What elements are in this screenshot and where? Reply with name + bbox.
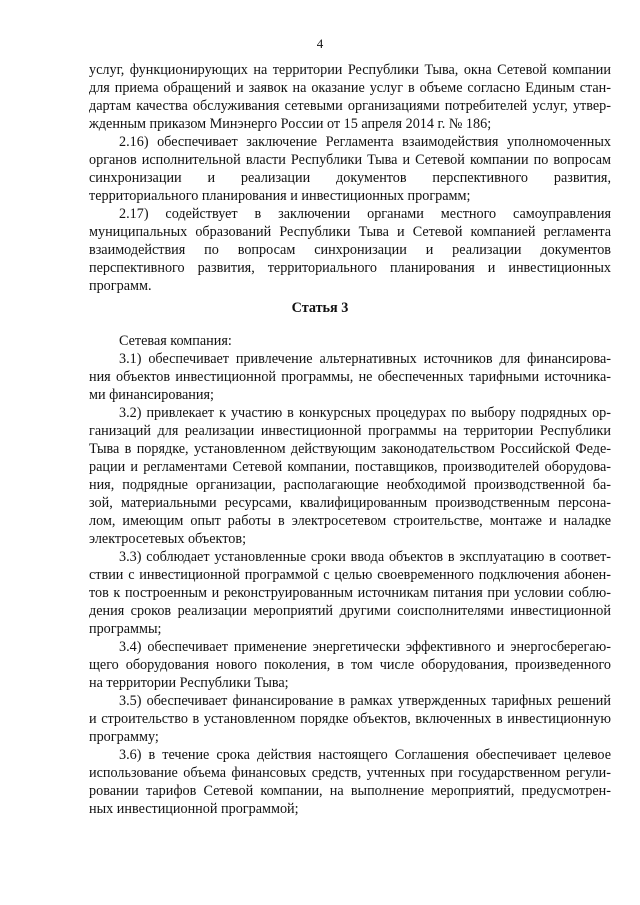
text-line: муниципальных образований Республики Тыва и Сетевой компанией регламента [89,224,611,240]
text-line: ганизаций для реализации инвестиционной программы на территории Республики [89,423,611,439]
paragraph-3-1-start: 3.1) обеспечивает привлечение альтернативных источников для финансирова- [119,351,611,367]
text-line: тов к построенным и реконструированным источникам питания при условии соблю- [89,585,611,601]
text-line: для приема обращений и заявок на оказание услуг в объеме согласно Единым стан- [89,80,611,96]
text-line: лом, имеющим опыт работы в электросетевом строительстве, монтаже и наладке [89,513,611,529]
paragraph-3-2-start: 3.2) привлекает к участию в конкурсных процедурах по выбору подрядных ор- [119,405,611,421]
text-line: дения сроков реализации мероприятий другими соисполнителями инвестиционной [89,603,611,619]
text-line: перспективного развития, территориального планирования и инвестиционных [89,260,611,276]
text-line: электросетевых объектов; [89,531,247,547]
text-line: территориального планирования и инвестиционных программ; [89,188,471,204]
paragraph-2-16-start: 2.16) обеспечивает заключение Регламента взаимодействия уполномоченных [119,134,611,150]
text-line: ствии с инвестиционной программой с целью своевременного подключения абонен- [89,567,611,583]
text-line: программ. [89,278,152,294]
paragraph-3-6-start: 3.6) в течение срока действия настоящего Соглашения обеспечивает целевое [119,747,611,763]
text-line: щего оборудования нового поколения, в том числе оборудования, произведенного [89,657,611,673]
text-line: программы; [89,621,162,637]
text-line: ния объектов инвестиционной программы, не обеспеченных тарифными источника- [89,369,611,385]
text-line: услуг, функционирующих на территории Республики Тыва, окна Сетевой компании [89,62,611,78]
text-line: дартам качества обслуживания сетевыми организациями потребителей услуг, утвер- [89,98,611,114]
text-line: синхронизации и реализации документов перспективного развития, [89,170,611,186]
text-line: жденным приказом Минэнерго России от 15 апреля 2014 г. № 186; [89,116,492,132]
text-line: программу; [89,729,159,745]
text-line: использование объема финансовых средств, учтенных при государственном регули- [89,765,611,781]
paragraph-3-3-start: 3.3) соблюдает установленные сроки ввода объектов в эксплуатацию в соответ- [119,549,611,565]
article-heading: Статья 3 [291,300,349,316]
paragraph-3-4-start: 3.4) обеспечивает применение энергетически эффективного и энергосберегаю- [119,639,611,655]
paragraph-3-5-start: 3.5) обеспечивает финансирование в рамках утвержденных тарифных решений [119,693,611,709]
text-line: ровании тарифов Сетевой компании, на выполнение мероприятий, предусмотрен- [89,783,611,799]
text-line: и строительство в установленном порядке объектов, включенных в инвестиционную [89,711,611,727]
text-line: на территории Республики Тыва; [89,675,289,691]
text-line: Тыва в порядке, установленном действующим законодательством Российской Феде- [89,441,611,457]
text-line: ных инвестиционной программой; [89,801,299,817]
article-intro: Сетевая компания: [119,333,232,349]
page-number: 4 [316,36,324,51]
paragraph-2-17-start: 2.17) содействует в заключении органами местного самоуправления [119,206,611,222]
text-line: зой, материальными ресурсами, квалифицированным производственным персона- [89,495,611,511]
text-line: ми финансирования; [89,387,214,403]
text-line: ния, подрядные организации, располагающие необходимой производственной ба- [89,477,611,493]
text-line: рации и регламентами Сетевой компании, поставщиков, производителей оборудова- [89,459,611,475]
text-line: органов исполнительной власти Республики Тыва и Сетевой компании по вопросам [89,152,611,168]
text-line: взаимодействия по вопросам синхронизации и реализации документов [89,242,611,258]
